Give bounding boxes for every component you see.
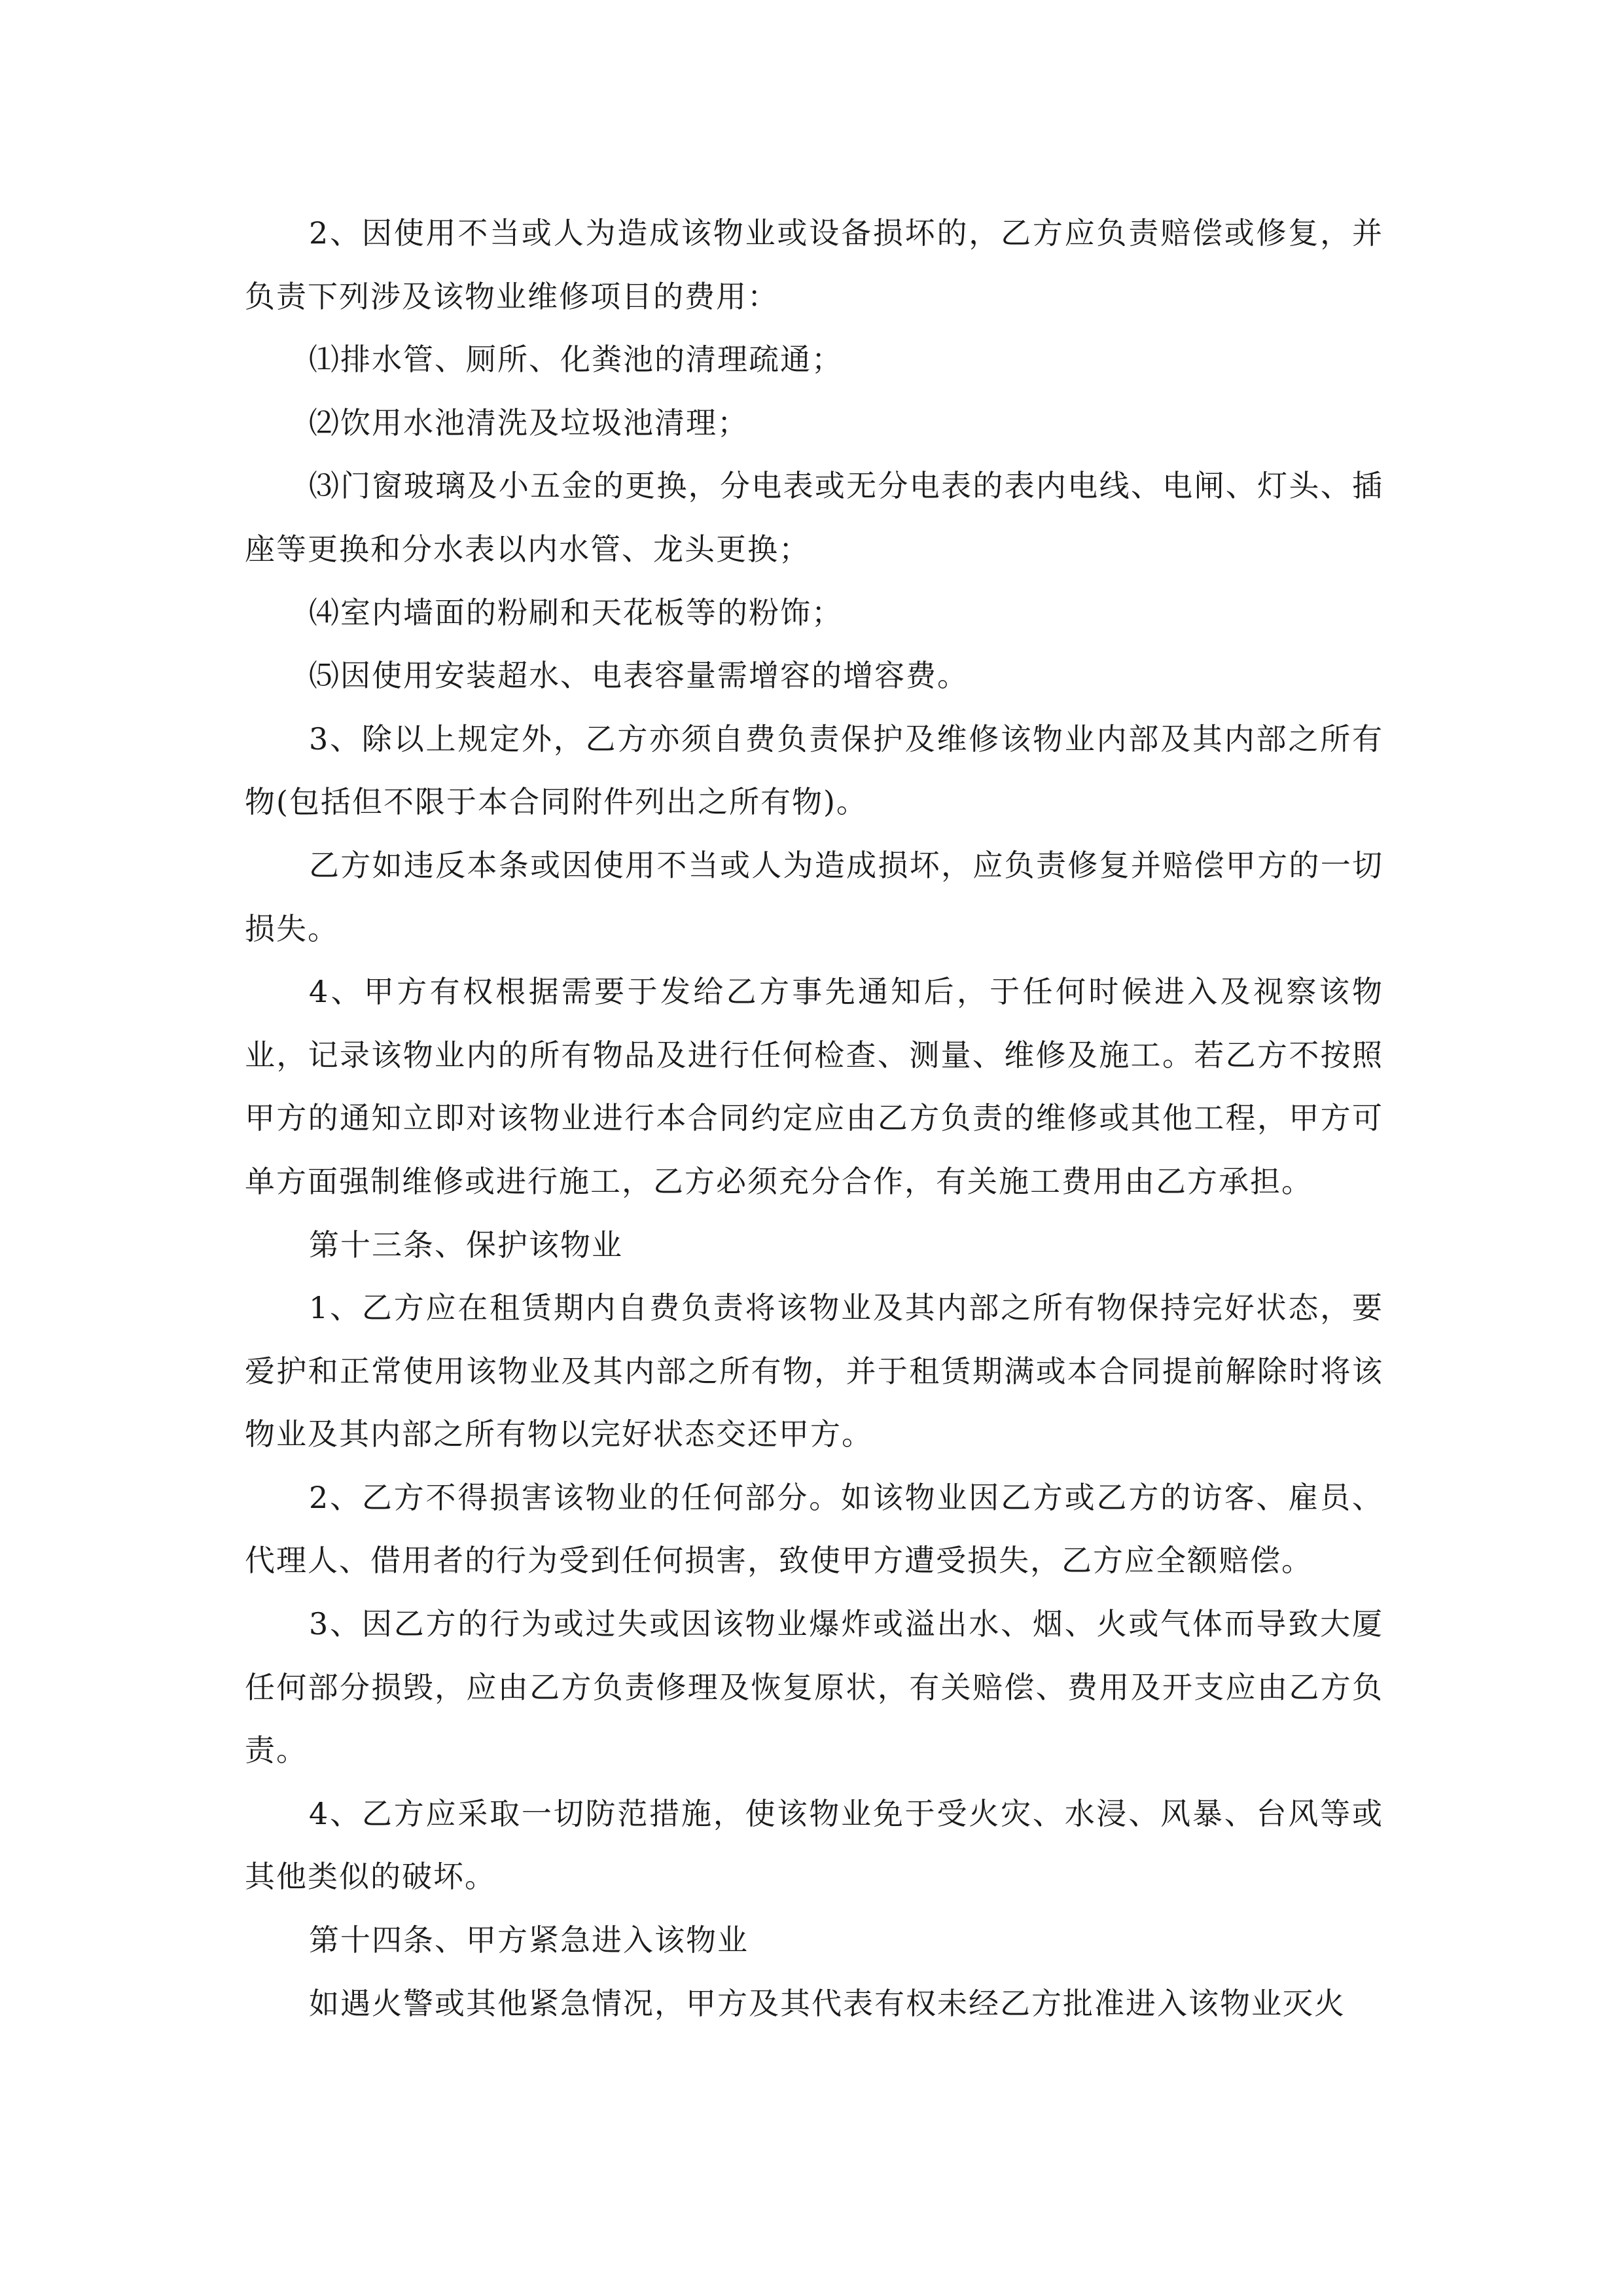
- paragraph-article-13-item-4: 4、乙方应采取一切防范措施，使该物业免于受火灾、水浸、风暴、台风等或其他类似的破坏。: [245, 1795, 1383, 1895]
- paragraph-article-13-item-1: 1、乙方应在租赁期内自费负责将该物业及其内部之所有物保持完好状态，要爱护和正常使用该物业及其内部之所有物，并于租赁期满或本合同提前解除时将该物业及其内部之所有物以完好状态交还甲方。: [245, 1290, 1383, 1452]
- paragraph-item-1-drainage: ⑴排水管、厕所、化粪池的清理疏通；: [309, 342, 843, 378]
- paragraph-clause-4-inspection: 4、甲方有权根据需要于发给乙方事先通知后，于任何时候进入及视察该物业，记录该物业内的所有物品及进行任何检查、测量、维修及施工。若乙方不按照甲方的通知立即对该物业进行本合同约定应由乙方负责的维修或其他工程，甲方可单方面强制维修或进行施工，乙方必须充分合作，有关施工费用由乙方承担。: [245, 974, 1383, 1199]
- paragraph-article-13-item-2: 2、乙方不得损害该物业的任何部分。如该物业因乙方或乙方的访客、雇员、代理人、借用者的行为受到任何损害，致使甲方遭受损失，乙方应全额赔偿。: [245, 1479, 1383, 1579]
- paragraph-breach-compensation: 乙方如违反本条或因使用不当或人为造成损坏，应负责修复并赔偿甲方的一切损失。: [245, 847, 1383, 946]
- paragraph-damage-liability: 2、因使用不当或人为造成该物业或设备损坏的，乙方应负责赔偿或修复，并负责下列涉及该物业维修项目的费用：: [245, 215, 1383, 314]
- document-body: [245, 202, 1383, 2035]
- paragraph-item-5-capacity-fee: ⑸因使用安装超水、电表容量需增容的增容费。: [309, 658, 969, 694]
- paragraph-item-2-water-tank: ⑵饮用水池清洗及垃圾池清理；: [309, 404, 749, 440]
- paragraph-item-3-fixtures: ⑶门窗玻璃及小五金的更换，分电表或无分电表的表内电线、电闸、灯头、插座等更换和分水表以内水管、龙头更换；: [245, 468, 1383, 567]
- paragraph-clause-3-self-maintenance: 3、除以上规定外，乙方亦须自费负责保护及维修该物业内部及其内部之所有物(包括但不限于本合同附件列出之所有物)。: [245, 721, 1383, 820]
- paragraph-item-4-wall-painting: ⑷室内墙面的粉刷和天花板等的粉饰；: [309, 594, 843, 630]
- paragraph-article-13-item-3: 3、因乙方的行为或过失或因该物业爆炸或溢出水、烟、火或气体而导致大厦任何部分损毁，应由乙方负责修理及恢复原状，有关赔偿、费用及开支应由乙方负责。: [245, 1606, 1383, 1768]
- section-heading-article-13: 第十三条、保护该物业: [309, 1227, 623, 1263]
- section-heading-article-14: 第十四条、甲方紧急进入该物业: [309, 1922, 749, 1958]
- paragraph-article-14-emergency: 如遇火警或其他紧急情况，甲方及其代表有权未经乙方批准进入该物业灭火: [309, 1985, 1346, 2021]
